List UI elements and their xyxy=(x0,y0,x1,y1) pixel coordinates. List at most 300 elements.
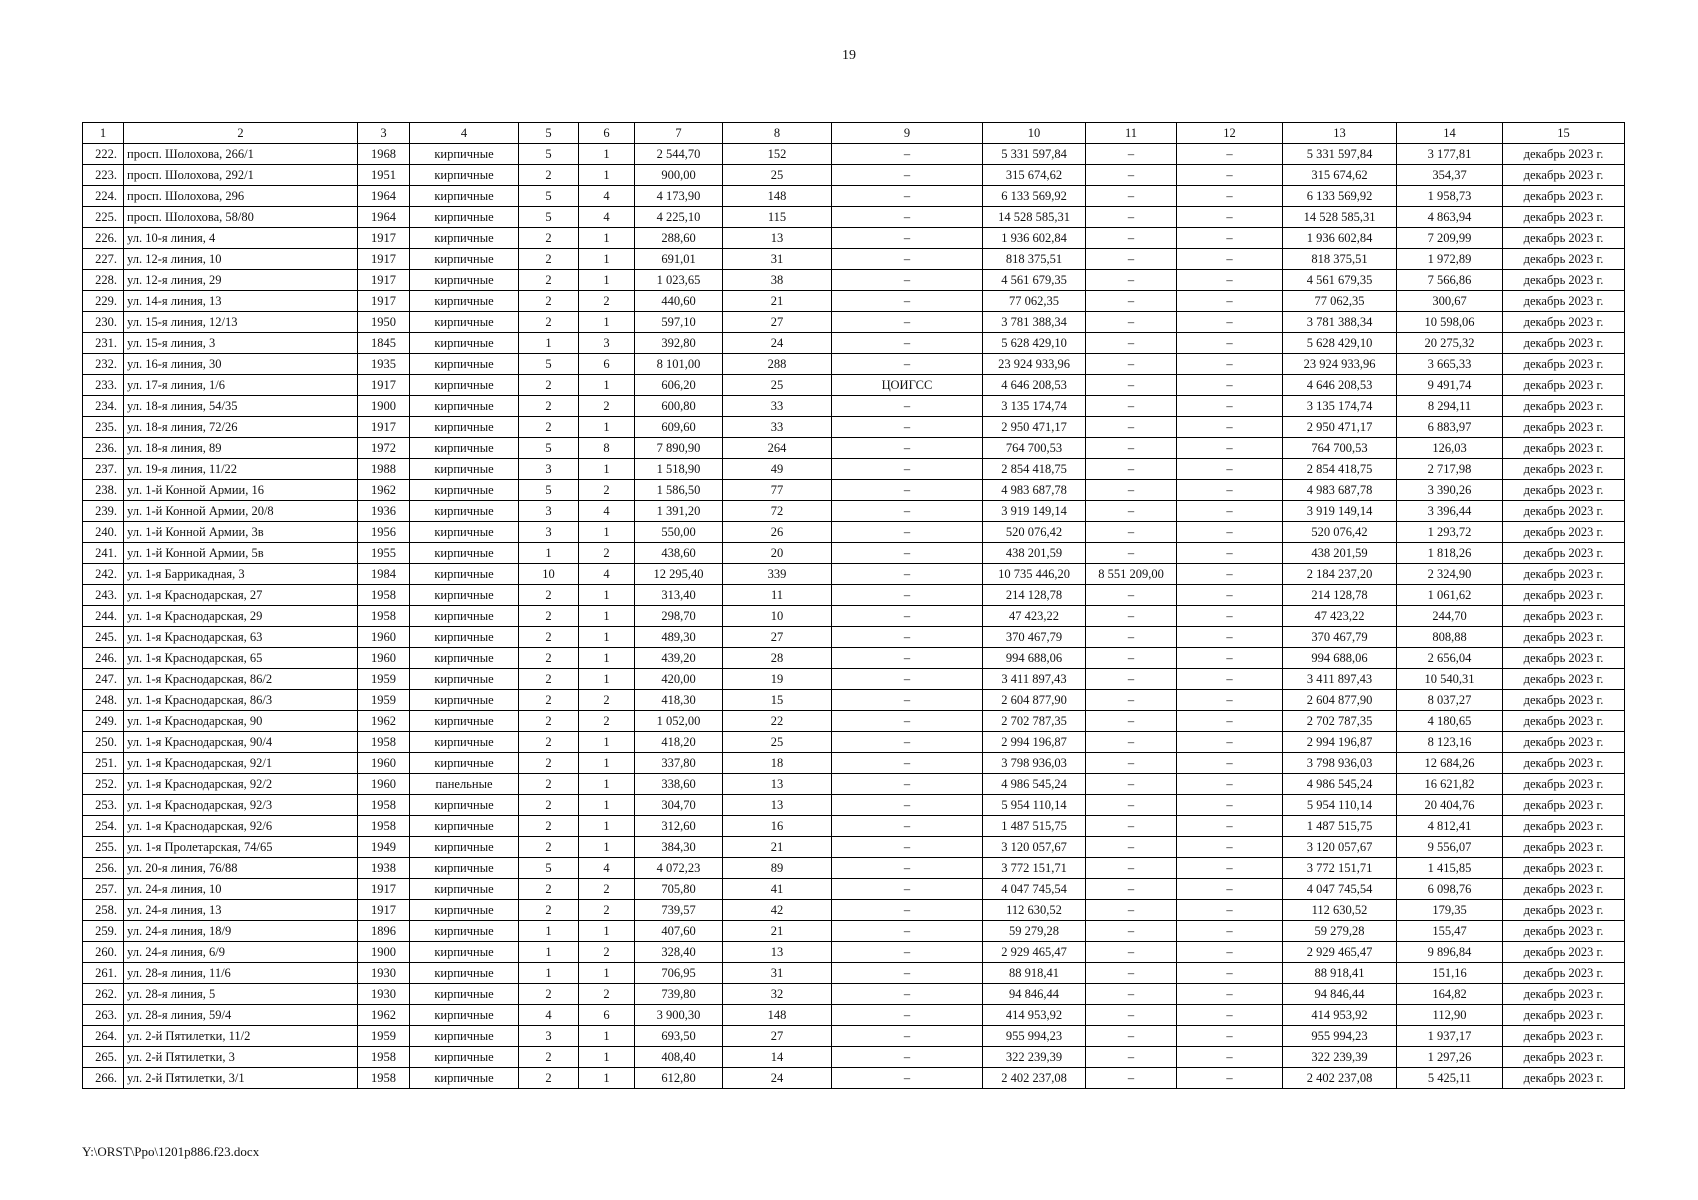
table-cell-col-6: 4 xyxy=(579,207,635,228)
table-cell-col-14: 1 061,62 xyxy=(1397,585,1503,606)
table-cell-col-4: кирпичные xyxy=(410,690,519,711)
table-row xyxy=(83,270,1625,291)
table-cell-col-7: 337,80 xyxy=(635,753,723,774)
table-cell-col-14: 1 293,72 xyxy=(1397,522,1503,543)
table-cell-col-9: – xyxy=(832,816,983,837)
table-cell-col-7: 691,01 xyxy=(635,249,723,270)
table-cell-col-4: кирпичные xyxy=(410,270,519,291)
table-cell-col-7: 4 225,10 xyxy=(635,207,723,228)
table-cell-col-3: 1955 xyxy=(358,543,410,564)
table-cell-col-2: ул. 1-я Краснодарская, 92/1 xyxy=(124,753,358,774)
table-cell-col-13: 94 846,44 xyxy=(1283,984,1397,1005)
table-cell-col-8: 15 xyxy=(723,690,832,711)
table-cell-col-7: 1 052,00 xyxy=(635,711,723,732)
table-row xyxy=(83,459,1625,480)
table-cell-col-11: – xyxy=(1086,816,1177,837)
table-cell-col-2: ул. 1-й Конной Армии, 3в xyxy=(124,522,358,543)
table-cell-col-15: декабрь 2023 г. xyxy=(1503,732,1625,753)
table-cell-col-5: 2 xyxy=(519,291,579,312)
table-cell-col-2: ул. 15-я линия, 12/13 xyxy=(124,312,358,333)
table-cell-col-13: 4 561 679,35 xyxy=(1283,270,1397,291)
table-cell-col-15: декабрь 2023 г. xyxy=(1503,837,1625,858)
table-cell-col-9: – xyxy=(832,564,983,585)
table-cell-col-12: – xyxy=(1177,165,1283,186)
table-cell-col-3: 1960 xyxy=(358,753,410,774)
table-cell-col-5: 2 xyxy=(519,711,579,732)
table-cell-col-6: 1 xyxy=(579,585,635,606)
table-row xyxy=(83,795,1625,816)
table-cell-col-1: 239. xyxy=(83,501,124,522)
table-cell-col-15: декабрь 2023 г. xyxy=(1503,354,1625,375)
table-cell-col-14: 16 621,82 xyxy=(1397,774,1503,795)
table-cell-col-7: 12 295,40 xyxy=(635,564,723,585)
table-cell-col-10: 3 772 151,71 xyxy=(983,858,1086,879)
table-cell-col-4: кирпичные xyxy=(410,375,519,396)
table-cell-col-13: 438 201,59 xyxy=(1283,543,1397,564)
table-cell-col-3: 1917 xyxy=(358,270,410,291)
table-cell-col-13: 955 994,23 xyxy=(1283,1026,1397,1047)
table-cell-col-12: – xyxy=(1177,375,1283,396)
table-cell-col-2: ул. 12-я линия, 10 xyxy=(124,249,358,270)
table-cell-col-3: 1962 xyxy=(358,711,410,732)
table-cell-col-3: 1900 xyxy=(358,942,410,963)
table-cell-col-5: 10 xyxy=(519,564,579,585)
table-cell-col-9: – xyxy=(832,837,983,858)
table-cell-col-12: – xyxy=(1177,186,1283,207)
table-cell-col-13: 59 279,28 xyxy=(1283,921,1397,942)
table-cell-col-10: 3 781 388,34 xyxy=(983,312,1086,333)
table-cell-col-1: 230. xyxy=(83,312,124,333)
table-cell-col-7: 304,70 xyxy=(635,795,723,816)
table-cell-col-1: 224. xyxy=(83,186,124,207)
table-cell-col-1: 233. xyxy=(83,375,124,396)
table-cell-col-11: – xyxy=(1086,753,1177,774)
table-cell-col-10: 4 986 545,24 xyxy=(983,774,1086,795)
table-cell-col-2: ул. 1-я Краснодарская, 27 xyxy=(124,585,358,606)
table-cell-col-4: кирпичные xyxy=(410,858,519,879)
table-cell-col-14: 164,82 xyxy=(1397,984,1503,1005)
table-cell-col-14: 2 656,04 xyxy=(1397,648,1503,669)
table-cell-col-9: – xyxy=(832,669,983,690)
table-cell-col-1: 227. xyxy=(83,249,124,270)
table-cell-col-8: 22 xyxy=(723,711,832,732)
table-cell-col-14: 808,88 xyxy=(1397,627,1503,648)
table-cell-col-12: – xyxy=(1177,816,1283,837)
table-cell-col-1: 240. xyxy=(83,522,124,543)
table-cell-col-10: 5 331 597,84 xyxy=(983,144,1086,165)
table-cell-col-15: декабрь 2023 г. xyxy=(1503,438,1625,459)
table-cell-col-6: 2 xyxy=(579,396,635,417)
table-cell-col-10: 2 702 787,35 xyxy=(983,711,1086,732)
table-cell-col-5: 1 xyxy=(519,942,579,963)
table-cell-col-8: 33 xyxy=(723,396,832,417)
column-header-5: 5 xyxy=(519,123,579,144)
table-cell-col-8: 13 xyxy=(723,795,832,816)
table-cell-col-9: – xyxy=(832,459,983,480)
table-cell-col-1: 236. xyxy=(83,438,124,459)
table-cell-col-5: 5 xyxy=(519,207,579,228)
table-cell-col-13: 4 983 687,78 xyxy=(1283,480,1397,501)
table-cell-col-12: – xyxy=(1177,501,1283,522)
table-cell-col-6: 4 xyxy=(579,501,635,522)
table-cell-col-3: 1917 xyxy=(358,375,410,396)
table-cell-col-7: 900,00 xyxy=(635,165,723,186)
table-cell-col-1: 258. xyxy=(83,900,124,921)
table-cell-col-1: 260. xyxy=(83,942,124,963)
table-cell-col-2: ул. 2-й Пятилетки, 3/1 xyxy=(124,1068,358,1089)
table-cell-col-13: 3 772 151,71 xyxy=(1283,858,1397,879)
table-cell-col-8: 33 xyxy=(723,417,832,438)
table-cell-col-8: 24 xyxy=(723,1068,832,1089)
table-cell-col-13: 315 674,62 xyxy=(1283,165,1397,186)
table-cell-col-6: 4 xyxy=(579,564,635,585)
table-cell-col-13: 6 133 569,92 xyxy=(1283,186,1397,207)
table-cell-col-7: 706,95 xyxy=(635,963,723,984)
table-cell-col-15: декабрь 2023 г. xyxy=(1503,900,1625,921)
table-cell-col-13: 14 528 585,31 xyxy=(1283,207,1397,228)
table-cell-col-10: 818 375,51 xyxy=(983,249,1086,270)
table-cell-col-13: 3 919 149,14 xyxy=(1283,501,1397,522)
table-cell-col-5: 5 xyxy=(519,438,579,459)
table-cell-col-13: 5 628 429,10 xyxy=(1283,333,1397,354)
table-cell-col-15: декабрь 2023 г. xyxy=(1503,774,1625,795)
table-cell-col-9: – xyxy=(832,501,983,522)
table-cell-col-13: 322 239,39 xyxy=(1283,1047,1397,1068)
table-cell-col-7: 439,20 xyxy=(635,648,723,669)
table-cell-col-6: 6 xyxy=(579,354,635,375)
table-cell-col-2: ул. 19-я линия, 11/22 xyxy=(124,459,358,480)
table-cell-col-12: – xyxy=(1177,837,1283,858)
table-cell-col-6: 1 xyxy=(579,522,635,543)
table-row xyxy=(83,606,1625,627)
table-cell-col-14: 6 883,97 xyxy=(1397,417,1503,438)
table-body xyxy=(83,144,1625,1089)
table-row xyxy=(83,669,1625,690)
table-cell-col-15: декабрь 2023 г. xyxy=(1503,711,1625,732)
table-cell-col-13: 3 120 057,67 xyxy=(1283,837,1397,858)
table-cell-col-2: ул. 28-я линия, 5 xyxy=(124,984,358,1005)
table-cell-col-10: 3 798 936,03 xyxy=(983,753,1086,774)
table-cell-col-4: кирпичные xyxy=(410,1005,519,1026)
table-cell-col-4: кирпичные xyxy=(410,144,519,165)
table-cell-col-12: – xyxy=(1177,270,1283,291)
table-cell-col-4: кирпичные xyxy=(410,732,519,753)
table-cell-col-11: – xyxy=(1086,690,1177,711)
table-cell-col-4: кирпичные xyxy=(410,627,519,648)
table-cell-col-4: кирпичные xyxy=(410,228,519,249)
table-cell-col-11: – xyxy=(1086,774,1177,795)
table-cell-col-14: 20 275,32 xyxy=(1397,333,1503,354)
table-cell-col-9: – xyxy=(832,1068,983,1089)
table-row xyxy=(83,900,1625,921)
table-cell-col-2: ул. 1-я Краснодарская, 92/3 xyxy=(124,795,358,816)
table-cell-col-8: 10 xyxy=(723,606,832,627)
table-cell-col-11: – xyxy=(1086,249,1177,270)
table-cell-col-2: ул. 1-я Краснодарская, 86/2 xyxy=(124,669,358,690)
table-row xyxy=(83,648,1625,669)
table-cell-col-2: просп. Шолохова, 292/1 xyxy=(124,165,358,186)
table-cell-col-11: – xyxy=(1086,858,1177,879)
table-cell-col-2: просп. Шолохова, 266/1 xyxy=(124,144,358,165)
table-row xyxy=(83,186,1625,207)
table-cell-col-4: кирпичные xyxy=(410,564,519,585)
table-cell-col-4: кирпичные xyxy=(410,837,519,858)
table-cell-col-12: – xyxy=(1177,564,1283,585)
table-cell-col-15: декабрь 2023 г. xyxy=(1503,207,1625,228)
column-header-2: 2 xyxy=(124,123,358,144)
table-cell-col-11: – xyxy=(1086,1005,1177,1026)
table-row xyxy=(83,690,1625,711)
table-cell-col-4: кирпичные xyxy=(410,501,519,522)
table-cell-col-2: ул. 1-я Краснодарская, 86/3 xyxy=(124,690,358,711)
table-cell-col-12: – xyxy=(1177,333,1283,354)
table-cell-col-7: 418,20 xyxy=(635,732,723,753)
table-cell-col-10: 4 983 687,78 xyxy=(983,480,1086,501)
table-cell-col-12: – xyxy=(1177,1068,1283,1089)
table-cell-col-5: 1 xyxy=(519,921,579,942)
table-cell-col-2: ул. 2-й Пятилетки, 11/2 xyxy=(124,1026,358,1047)
table-cell-col-5: 2 xyxy=(519,837,579,858)
table-cell-col-5: 2 xyxy=(519,648,579,669)
table-cell-col-4: кирпичные xyxy=(410,921,519,942)
table-cell-col-6: 1 xyxy=(579,963,635,984)
table-cell-col-13: 214 128,78 xyxy=(1283,585,1397,606)
table-cell-col-11: – xyxy=(1086,501,1177,522)
table-cell-col-14: 3 390,26 xyxy=(1397,480,1503,501)
table-cell-col-5: 2 xyxy=(519,627,579,648)
table-cell-col-14: 300,67 xyxy=(1397,291,1503,312)
table-cell-col-6: 1 xyxy=(579,1047,635,1068)
table-cell-col-3: 1930 xyxy=(358,963,410,984)
table-cell-col-6: 2 xyxy=(579,900,635,921)
table-cell-col-5: 2 xyxy=(519,669,579,690)
table-cell-col-8: 77 xyxy=(723,480,832,501)
table-cell-col-2: ул. 24-я линия, 10 xyxy=(124,879,358,900)
table-cell-col-2: ул. 17-я линия, 1/6 xyxy=(124,375,358,396)
table-cell-col-2: ул. 1-я Краснодарская, 63 xyxy=(124,627,358,648)
table-cell-col-2: ул. 1-я Краснодарская, 90/4 xyxy=(124,732,358,753)
table-cell-col-2: ул. 16-я линия, 30 xyxy=(124,354,358,375)
table-cell-col-14: 354,37 xyxy=(1397,165,1503,186)
table-cell-col-2: ул. 1-я Краснодарская, 92/6 xyxy=(124,816,358,837)
table-cell-col-8: 24 xyxy=(723,333,832,354)
table-cell-col-13: 1 487 515,75 xyxy=(1283,816,1397,837)
table-cell-col-13: 2 702 787,35 xyxy=(1283,711,1397,732)
table-cell-col-14: 20 404,76 xyxy=(1397,795,1503,816)
table-cell-col-15: декабрь 2023 г. xyxy=(1503,396,1625,417)
table-cell-col-10: 3 411 897,43 xyxy=(983,669,1086,690)
table-cell-col-7: 420,00 xyxy=(635,669,723,690)
table-cell-col-6: 2 xyxy=(579,543,635,564)
column-header-12: 12 xyxy=(1177,123,1283,144)
table-cell-col-9: – xyxy=(832,249,983,270)
table-row xyxy=(83,627,1625,648)
table-row xyxy=(83,480,1625,501)
table-cell-col-14: 179,35 xyxy=(1397,900,1503,921)
table-cell-col-12: – xyxy=(1177,942,1283,963)
table-cell-col-9: – xyxy=(832,753,983,774)
table-cell-col-12: – xyxy=(1177,291,1283,312)
column-header-7: 7 xyxy=(635,123,723,144)
column-header-1: 1 xyxy=(83,123,124,144)
table-cell-col-11: – xyxy=(1086,417,1177,438)
table-cell-col-6: 1 xyxy=(579,627,635,648)
table-cell-col-4: кирпичные xyxy=(410,585,519,606)
table-cell-col-12: – xyxy=(1177,1047,1283,1068)
table-cell-col-15: декабрь 2023 г. xyxy=(1503,879,1625,900)
column-header-10: 10 xyxy=(983,123,1086,144)
table-cell-col-8: 25 xyxy=(723,375,832,396)
table-cell-col-2: ул. 1-я Пролетарская, 74/65 xyxy=(124,837,358,858)
table-cell-col-6: 1 xyxy=(579,732,635,753)
table-cell-col-7: 4 072,23 xyxy=(635,858,723,879)
table-cell-col-2: ул. 1-я Краснодарская, 29 xyxy=(124,606,358,627)
table-cell-col-7: 597,10 xyxy=(635,312,723,333)
table-cell-col-14: 4 812,41 xyxy=(1397,816,1503,837)
table-cell-col-11: – xyxy=(1086,606,1177,627)
table-row xyxy=(83,858,1625,879)
table-cell-col-11: – xyxy=(1086,837,1177,858)
table-cell-col-3: 1958 xyxy=(358,585,410,606)
table-cell-col-2: ул. 1-я Краснодарская, 92/2 xyxy=(124,774,358,795)
table-cell-col-11: – xyxy=(1086,375,1177,396)
table-cell-col-7: 7 890,90 xyxy=(635,438,723,459)
table-cell-col-11: – xyxy=(1086,648,1177,669)
table-cell-col-12: – xyxy=(1177,522,1283,543)
table-cell-col-4: кирпичные xyxy=(410,648,519,669)
table-cell-col-11: – xyxy=(1086,921,1177,942)
table-cell-col-4: кирпичные xyxy=(410,459,519,480)
table-cell-col-2: ул. 1-я Краснодарская, 90 xyxy=(124,711,358,732)
table-cell-col-1: 222. xyxy=(83,144,124,165)
table-cell-col-6: 1 xyxy=(579,270,635,291)
table-cell-col-4: кирпичные xyxy=(410,879,519,900)
table-cell-col-14: 10 540,31 xyxy=(1397,669,1503,690)
table-cell-col-11: – xyxy=(1086,942,1177,963)
table-cell-col-12: – xyxy=(1177,459,1283,480)
table-cell-col-12: – xyxy=(1177,249,1283,270)
table-cell-col-11: – xyxy=(1086,459,1177,480)
table-cell-col-15: декабрь 2023 г. xyxy=(1503,543,1625,564)
table-cell-col-15: декабрь 2023 г. xyxy=(1503,459,1625,480)
table-cell-col-4: кирпичные xyxy=(410,354,519,375)
table-cell-col-10: 2 950 471,17 xyxy=(983,417,1086,438)
table-cell-col-13: 4 986 545,24 xyxy=(1283,774,1397,795)
table-cell-col-14: 2 717,98 xyxy=(1397,459,1503,480)
table-cell-col-2: ул. 24-я линия, 18/9 xyxy=(124,921,358,942)
table-cell-col-7: 609,60 xyxy=(635,417,723,438)
table-row xyxy=(83,921,1625,942)
table-cell-col-3: 1896 xyxy=(358,921,410,942)
table-cell-col-15: декабрь 2023 г. xyxy=(1503,564,1625,585)
table-cell-col-7: 606,20 xyxy=(635,375,723,396)
table-cell-col-1: 263. xyxy=(83,1005,124,1026)
table-cell-col-3: 1917 xyxy=(358,417,410,438)
table-cell-col-12: – xyxy=(1177,690,1283,711)
table-cell-col-6: 1 xyxy=(579,144,635,165)
table-cell-col-5: 5 xyxy=(519,480,579,501)
table-cell-col-7: 338,60 xyxy=(635,774,723,795)
table-cell-col-15: декабрь 2023 г. xyxy=(1503,942,1625,963)
table-cell-col-6: 1 xyxy=(579,774,635,795)
table-cell-col-1: 228. xyxy=(83,270,124,291)
table-cell-col-4: кирпичные xyxy=(410,207,519,228)
table-cell-col-1: 255. xyxy=(83,837,124,858)
table-cell-col-10: 955 994,23 xyxy=(983,1026,1086,1047)
data-table xyxy=(82,122,1625,1089)
table-cell-col-6: 3 xyxy=(579,333,635,354)
table-cell-col-9: – xyxy=(832,396,983,417)
table-cell-col-12: – xyxy=(1177,585,1283,606)
table-cell-col-8: 21 xyxy=(723,837,832,858)
table-cell-col-5: 2 xyxy=(519,417,579,438)
table-header-row xyxy=(83,123,1625,144)
table-cell-col-2: просп. Шолохова, 58/80 xyxy=(124,207,358,228)
table-row xyxy=(83,1068,1625,1089)
table-cell-col-9: – xyxy=(832,942,983,963)
table-cell-col-15: декабрь 2023 г. xyxy=(1503,144,1625,165)
table-row xyxy=(83,1026,1625,1047)
table-cell-col-10: 1 936 602,84 xyxy=(983,228,1086,249)
table-cell-col-12: – xyxy=(1177,144,1283,165)
table-cell-col-1: 251. xyxy=(83,753,124,774)
table-cell-col-1: 229. xyxy=(83,291,124,312)
table-cell-col-12: – xyxy=(1177,606,1283,627)
table-cell-col-7: 438,60 xyxy=(635,543,723,564)
table-cell-col-2: ул. 28-я линия, 11/6 xyxy=(124,963,358,984)
table-cell-col-9: – xyxy=(832,207,983,228)
table-cell-col-8: 21 xyxy=(723,291,832,312)
table-cell-col-8: 21 xyxy=(723,921,832,942)
table-cell-col-6: 1 xyxy=(579,606,635,627)
table-cell-col-12: – xyxy=(1177,396,1283,417)
table-cell-col-3: 1958 xyxy=(358,1047,410,1068)
table-cell-col-4: кирпичные xyxy=(410,543,519,564)
table-cell-col-11: – xyxy=(1086,879,1177,900)
table-cell-col-6: 1 xyxy=(579,1068,635,1089)
table-cell-col-14: 1 297,26 xyxy=(1397,1047,1503,1068)
table-cell-col-14: 9 896,84 xyxy=(1397,942,1503,963)
table-cell-col-8: 115 xyxy=(723,207,832,228)
table-cell-col-3: 1958 xyxy=(358,606,410,627)
table-cell-col-14: 6 098,76 xyxy=(1397,879,1503,900)
table-cell-col-3: 1968 xyxy=(358,144,410,165)
table-cell-col-2: ул. 18-я линия, 89 xyxy=(124,438,358,459)
table-cell-col-9: – xyxy=(832,774,983,795)
table-cell-col-3: 1964 xyxy=(358,207,410,228)
table-cell-col-15: декабрь 2023 г. xyxy=(1503,480,1625,501)
table-cell-col-12: – xyxy=(1177,921,1283,942)
table-cell-col-15: декабрь 2023 г. xyxy=(1503,333,1625,354)
table-cell-col-4: кирпичные xyxy=(410,396,519,417)
table-cell-col-13: 520 076,42 xyxy=(1283,522,1397,543)
table-cell-col-6: 1 xyxy=(579,459,635,480)
table-cell-col-11: – xyxy=(1086,543,1177,564)
table-cell-col-4: кирпичные xyxy=(410,942,519,963)
table-cell-col-15: декабрь 2023 г. xyxy=(1503,1068,1625,1089)
table-cell-col-14: 7 209,99 xyxy=(1397,228,1503,249)
table-cell-col-8: 148 xyxy=(723,186,832,207)
table-cell-col-8: 27 xyxy=(723,627,832,648)
table-cell-col-11: – xyxy=(1086,732,1177,753)
table-cell-col-10: 77 062,35 xyxy=(983,291,1086,312)
table-cell-col-5: 2 xyxy=(519,690,579,711)
table-cell-col-9: – xyxy=(832,1005,983,1026)
table-cell-col-3: 1900 xyxy=(358,396,410,417)
table-cell-col-8: 339 xyxy=(723,564,832,585)
table-cell-col-5: 2 xyxy=(519,165,579,186)
table-row xyxy=(83,1005,1625,1026)
